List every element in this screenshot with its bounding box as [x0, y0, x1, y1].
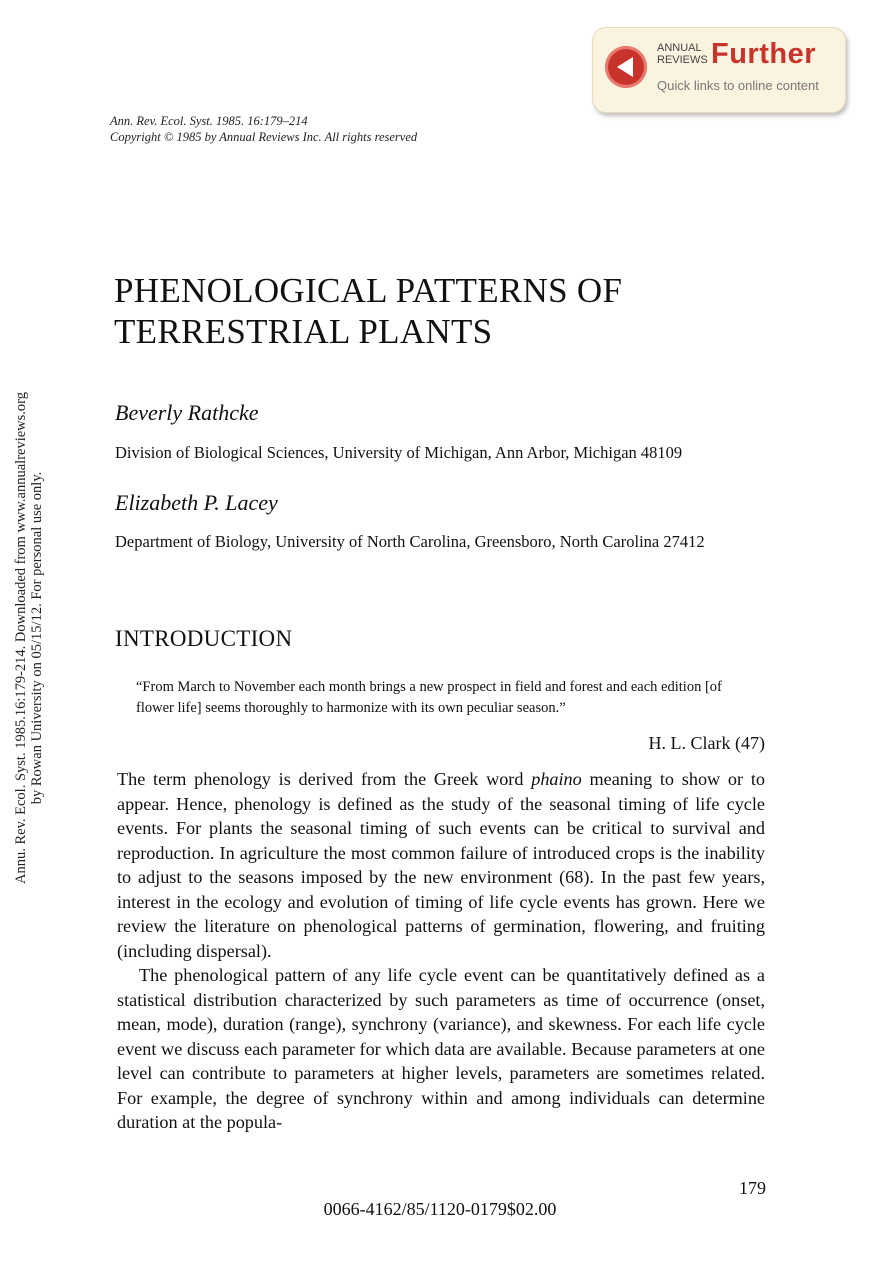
body-paragraph: The phenological pattern of any life cycle event can be quantitatively defined as a statistical distribution characterized by such parameters as time of occurrence (onset, mean, mode), duration (range), synchrony (variance), and skewness. For each life cycle event we discuss each parameter for which data are available. Because parameters at one level can contribute to parameters at higher levels, parameters are sometimes related. For example, the degree of synchrony within and among individuals can determine duration at the popula- [117, 965, 765, 1132]
journal-citation [110, 113, 417, 145]
further-links-badge[interactable] [592, 27, 846, 113]
issn-code: 0066-4162/85/1120-0179$02.00 [323, 1199, 557, 1219]
title-line-1: PHENOLOGICAL PATTERNS OF [114, 271, 623, 310]
logo-annual: ANNUAL [657, 42, 702, 54]
further-label: Further [711, 38, 816, 70]
citation-line-2: Copyright © 1985 by Annual Reviews Inc. All rights reserved [110, 130, 418, 144]
side-note-line-1: Annu. Rev. Ecol. Syst. 1985.16:179-214. Downloaded from www.annualreviews.org [13, 392, 29, 884]
epigraph-quote: “From March to November each month brings a new prospect in field and forest and each edition [of flower life] seems thoroughly to harmonize with its own peculiar season.” [136, 679, 722, 716]
section-heading: INTRODUCTION [115, 626, 293, 651]
author-name: Elizabeth P. Lacey [115, 490, 278, 515]
further-subtitle: Quick links to online content [657, 78, 819, 93]
side-note-line-2: by Rowan University on 05/15/12. For personal use only. [29, 471, 45, 805]
citation-line-1: Ann. Rev. Ecol. Syst. 1985. 16:179–214 [110, 114, 308, 128]
annual-reviews-logo [657, 42, 708, 66]
author-affiliation: Department of Biology, University of North Carolina, Greensboro, North Carolina 27412 [115, 532, 705, 551]
author-name: Beverly Rathcke [115, 400, 259, 425]
body-text: The term phenology is derived from the Greek word [117, 769, 532, 789]
author-affiliation: Division of Biological Sciences, University of Michigan, Ann Arbor, Michigan 48109 [115, 443, 683, 462]
page-number: 179 [739, 1178, 766, 1198]
logo-reviews: REVIEWS [657, 54, 708, 66]
article-title [114, 270, 754, 352]
download-side-note [0, 348, 58, 928]
epigraph-attribution: H. L. Clark (47) [648, 733, 765, 753]
article-body [117, 767, 765, 1135]
body-text: meaning to show or to appear. Hence, phenology is defined as the study of the seasonal timing of life cycle events. For plants the seasonal timing of such events can be critical to survival and reproduction. In agriculture the most common failure of introduced crops is the inability to adjust to the seasons imposed by the new environment (68). In the past few years, interest in the ecology and evolution of timing of life cycle events has grown. Here we review the literature on phenological patterns of germination, flowering, and fruiting (including dispersal). [117, 769, 765, 961]
body-italic-term: phaino [531, 769, 582, 789]
play-back-icon [605, 46, 647, 88]
body-paragraph [117, 767, 765, 963]
title-line-2: TERRESTRIAL PLANTS [114, 312, 493, 351]
